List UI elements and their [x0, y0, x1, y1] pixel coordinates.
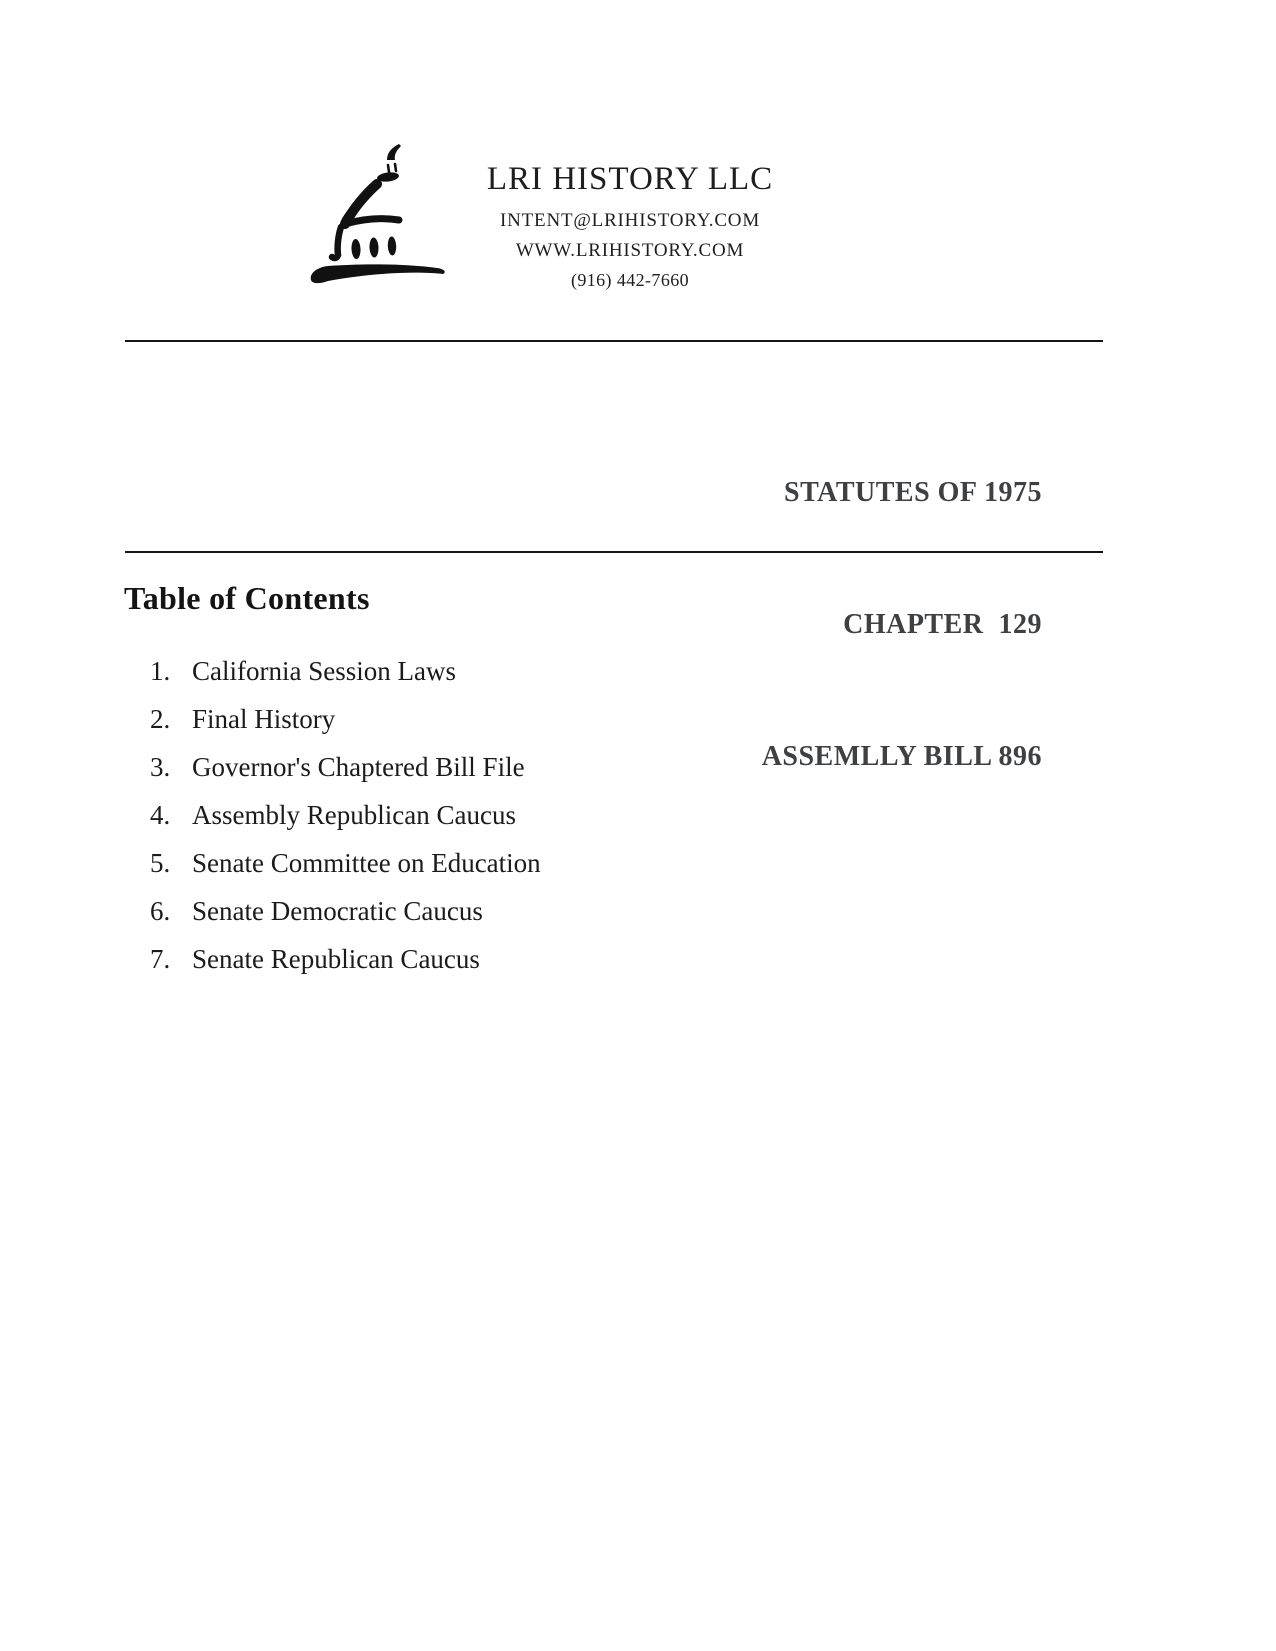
toc-item [150, 848, 541, 896]
statute-line-year: STATUTES OF 1975 [784, 477, 1042, 508]
company-name: LRI HISTORY LLC [486, 161, 774, 197]
company-phone: (916) 442-7660 [570, 270, 690, 290]
statute-title-block [762, 383, 1042, 867]
toc-item-number: 2. [150, 704, 171, 734]
toc-item [150, 656, 541, 704]
toc-item-label: Senate Committee on Education [192, 848, 541, 878]
toc-item-number: 4. [150, 800, 171, 830]
toc-item-number: 5. [150, 848, 171, 878]
statute-line-bill: ASSEMLLY BILL 896 [761, 741, 1042, 772]
company-website: WWW.LRIHISTORY.COM [515, 240, 745, 261]
letterhead [430, 160, 830, 293]
company-email: INTENT@LRIHISTORY.COM [499, 210, 761, 231]
divider-middle [125, 551, 1103, 553]
toc-item-label: Assembly Republican Caucus [192, 800, 516, 830]
capitol-dome-logo-icon [292, 124, 452, 294]
toc-item-label: Senate Republican Caucus [192, 944, 480, 974]
toc-list [150, 656, 541, 992]
toc-item [150, 752, 541, 800]
toc-item-number: 3. [150, 752, 171, 782]
toc-heading: Table of Contents [124, 580, 370, 616]
toc-item [150, 896, 541, 944]
toc-item-number: 6. [150, 896, 171, 926]
toc-item-number: 7. [150, 944, 171, 974]
toc-item-number: 1. [150, 656, 171, 686]
toc-item [150, 944, 541, 992]
toc-item-label: Senate Democratic Caucus [192, 896, 483, 926]
toc-item-label: Governor's Chaptered Bill File [192, 752, 525, 782]
toc-item [150, 800, 541, 848]
statute-line-chapter: CHAPTER 129 [843, 609, 1042, 640]
toc-item [150, 704, 541, 752]
toc-item-label: Final History [192, 704, 336, 734]
toc-item-label: California Session Laws [192, 656, 456, 686]
divider-top [125, 340, 1103, 342]
